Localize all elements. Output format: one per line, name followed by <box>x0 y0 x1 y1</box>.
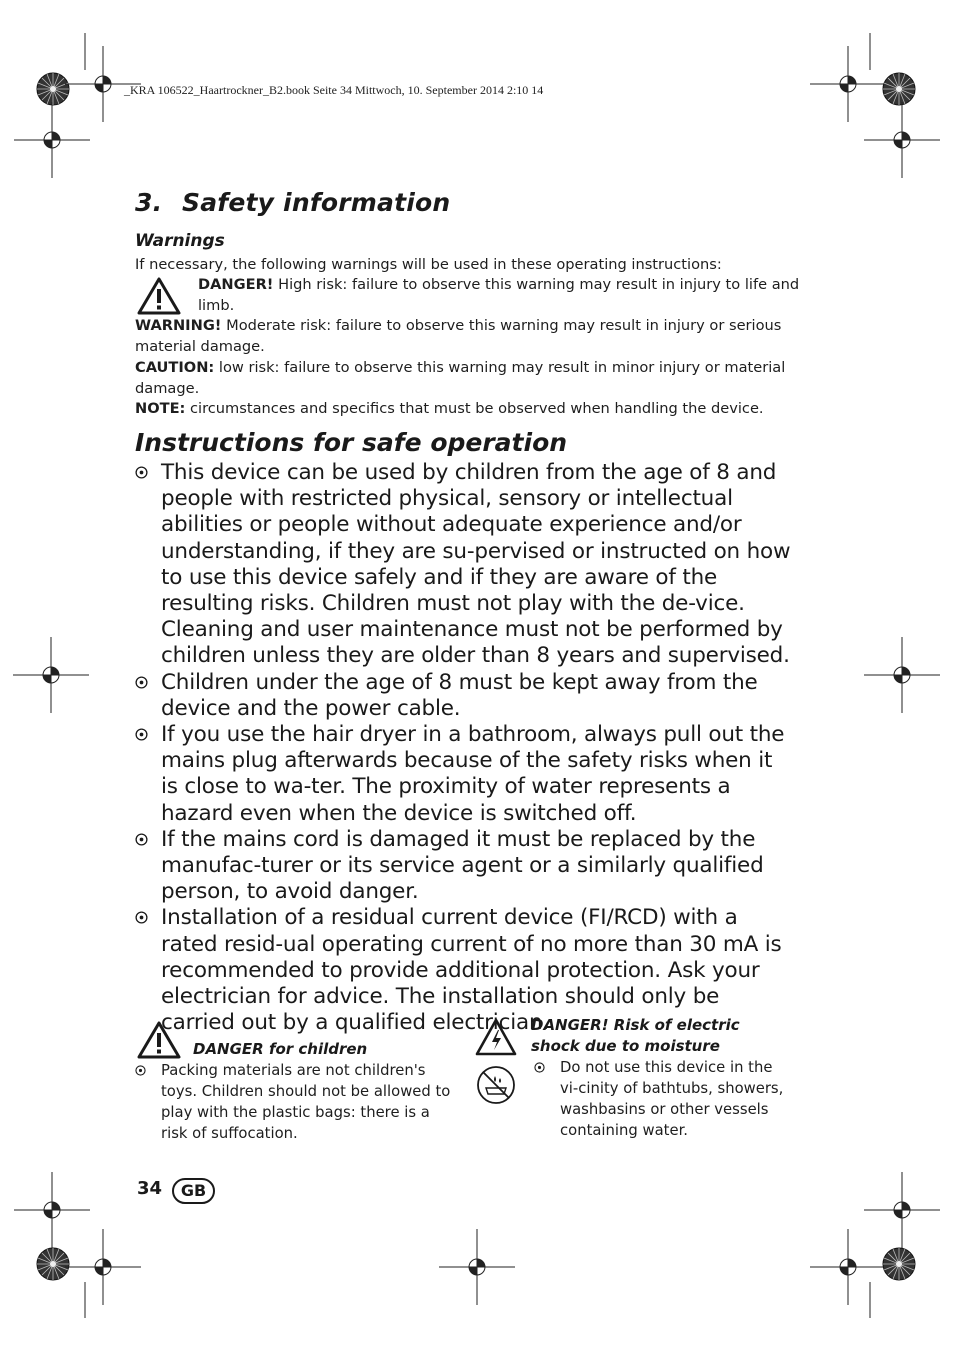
danger-warning-icon <box>136 276 182 316</box>
safe-operation-heading: Instructions for safe operation <box>135 428 568 457</box>
country-code-badge: GB <box>172 1178 215 1204</box>
box-moisture <box>534 1057 794 1141</box>
caution-label: CAUTION: <box>135 359 215 376</box>
danger-children-icon <box>136 1020 182 1060</box>
registration-rosette <box>37 73 69 105</box>
warnings-heading: Warnings <box>135 231 225 251</box>
note-definition <box>135 398 795 419</box>
page-number: 34 <box>137 1178 163 1199</box>
warning-definition <box>135 315 795 357</box>
print-file-header: _KRA 106522_Haartrockner_B2.book Seite 34 Mittwoch, 10. September 2014 2:10 14 <box>124 83 544 97</box>
registration-cross <box>864 102 940 178</box>
list-item <box>135 670 795 722</box>
danger-text: High risk: failure to observe this warning may result in injury to life and <box>273 276 800 293</box>
section-title <box>135 188 450 217</box>
electric-shock-icon <box>474 1017 518 1057</box>
registration-cross <box>864 637 940 713</box>
registration-rosette <box>883 1248 915 1280</box>
list-item <box>135 827 795 906</box>
registration-rosette <box>883 73 915 105</box>
registration-cross <box>14 1172 90 1248</box>
warning-text: Moderate risk: failure to observe this warning may result in injury or serious material damage. <box>135 317 782 355</box>
bullet-icon <box>135 676 148 689</box>
bullet-icon <box>135 833 148 846</box>
danger-definition <box>198 274 798 316</box>
list-item-text: This device can be used by children from the age of 8 and people with restricted physical, sensory or intellectual abilities or people without adequate experience and/or understanding, if they are su-pervised or instructed on how to use this device safely and if they are aware of the resulting risks. Children must not play with the de-vice. Cleaning and user maintenance must not be performed by children unless they are older than 8 years and supervised. <box>161 460 791 669</box>
registration-rosette <box>37 1248 69 1280</box>
bullet-icon <box>135 466 148 479</box>
list-item-text: Installation of a residual current device (FI/RCD) with a rated resid-ual operating current of no more than 30 mA is recommended to provide additional protection. Ask your electrician for advice. The installation should only be carried out by a qualified electrician. <box>161 905 782 1036</box>
section-number: 3. <box>135 188 163 217</box>
bullet-icon <box>534 1062 545 1073</box>
bullet-icon <box>135 728 148 741</box>
box-moisture-title <box>531 1015 740 1057</box>
note-text: circumstances and specifics that must be observed when handling the device. <box>185 400 764 417</box>
list-item <box>135 460 795 670</box>
section-title-text: Safety information <box>182 188 451 217</box>
no-water-icon <box>476 1065 516 1105</box>
warnings-intro: If necessary, the following warnings will be used in these operating instructions: <box>135 256 722 273</box>
registration-cross <box>14 102 90 178</box>
safe-operation-list <box>135 460 795 1036</box>
registration-cross <box>864 1172 940 1248</box>
box-children-title: DANGER for children <box>193 1040 368 1058</box>
list-item <box>534 1057 794 1141</box>
registration-cross <box>13 637 89 713</box>
bullet-icon <box>135 911 148 924</box>
caution-definition <box>135 357 795 399</box>
registration-cross <box>65 1229 141 1305</box>
note-label: NOTE: <box>135 400 186 417</box>
list-item <box>135 1060 453 1144</box>
box-moisture-title-line1: DANGER! Risk of electric <box>531 1016 740 1034</box>
warning-label: WARNING! <box>135 317 222 334</box>
list-item-text: If you use the hair dryer in a bathroom, always pull out the mains plug afterwards because of the safety risks when it is close to wa-ter. The proximity of water represents a hazard even when the device is switched off. <box>161 722 785 826</box>
registration-cross <box>810 46 886 122</box>
registration-cross <box>810 1229 886 1305</box>
danger-text-continued: limb. <box>198 297 235 314</box>
list-item <box>135 722 795 827</box>
list-item-text: If the mains cord is damaged it must be replaced by the manufac-turer or its service agent or a similarly qualified person, to avoid danger. <box>161 826 764 905</box>
bullet-icon <box>135 1065 146 1076</box>
list-item-text: Children under the age of 8 must be kept away from the device and the power cable. <box>161 669 758 721</box>
list-item-text: Packing materials are not children's toys. Children should not be allowed to play with the plastic bags: there is a risk of suffocation. <box>161 1062 451 1142</box>
danger-label: DANGER! <box>198 276 274 293</box>
box-moisture-title-line2: shock due to moisture <box>531 1037 720 1055</box>
box-children <box>135 1060 453 1144</box>
registration-cross <box>439 1229 515 1305</box>
caution-text: low risk: failure to observe this warning may result in minor injury or material damage. <box>135 359 786 397</box>
list-item-text: Do not use this device in the vi-cinity of bathtubs, showers, washbasins or other vessels containing water. <box>560 1059 784 1139</box>
